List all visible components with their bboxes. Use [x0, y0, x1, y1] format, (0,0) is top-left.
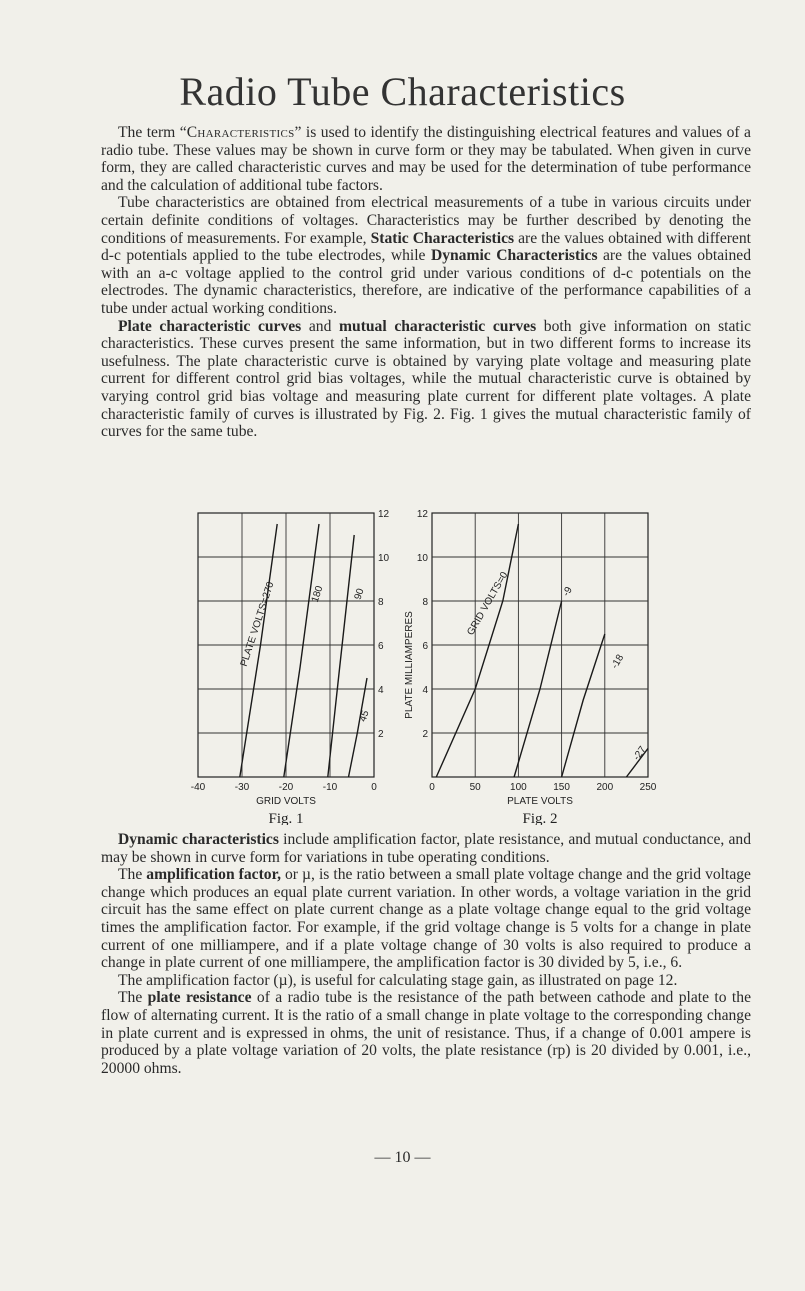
curve-label: 180 [309, 584, 326, 604]
curve-label: PLATE VOLTS=270 [238, 580, 277, 668]
y-tick-label: 10 [416, 553, 428, 564]
y-tick-label: 6 [378, 641, 384, 652]
figures-area [180, 505, 680, 825]
chart-fig-2 [404, 509, 657, 825]
page-title: Radio Tube Characteristics [179, 69, 626, 114]
curve-label: -27 [631, 744, 649, 763]
curve-label: GRID VOLTS=0 [465, 570, 511, 638]
dynamic-text-block [101, 831, 751, 1077]
x-tick-label: 200 [596, 782, 614, 793]
paragraph-stage-gain: The amplification factor (µ), is useful for calculating stage gain, as illustrated on page 12. [118, 971, 678, 989]
y-tick-label: 6 [422, 641, 428, 652]
y-tick-label: 4 [422, 685, 428, 696]
curve-label: 45 [357, 709, 372, 724]
y-tick-label: 2 [378, 729, 384, 740]
y-axis-label: PLATE MILLIAMPERES [404, 611, 415, 719]
y-tick-label: 8 [422, 597, 428, 608]
x-tick-label: -10 [322, 782, 338, 793]
x-tick-label: 150 [553, 782, 570, 793]
x-tick-label: -40 [190, 782, 206, 793]
x-tick-label: -20 [278, 782, 294, 793]
x-tick-label: -30 [234, 782, 250, 793]
curve-line [436, 524, 518, 777]
paragraph-curves: Plate characteristic curves and mutual characteristic curves both give information on static characteristics. These curves present the same information, but in two different forms to increase its usefulness. The plate characteristic curve is obtained by varying plate voltage and measuring plate current for different control grid bias voltages, while the mutual characteristic curve is obtained by varying control grid bias voltage and measuring plate current for different plate voltages. A plate characteristic family of curves is illustrated by Fig. 2. Fig. 1 gives the mutual characteristic family of curves for the same tube. [101, 317, 752, 441]
y-tick-label: 12 [378, 509, 390, 520]
y-tick-label: 10 [378, 553, 390, 564]
intro-text-block [101, 124, 751, 441]
paragraph-plate-resistance: The plate resistance of a radio tube is the resistance of the path between cathode and plate to the flow of alternating current. It is the ratio of a small change in plate voltage to the corresponding change in plate current and is expressed in ohms, the unit of resistance. Thus, if a change of 0.001 ampere is produced by a plate voltage variation of 20 volts, the plate resistance (rp) is 20 divided by 0.001, i.e., 20000 ohms. [101, 989, 751, 1077]
y-tick-label: 4 [378, 685, 384, 696]
x-tick-label: 250 [639, 782, 657, 793]
paragraph-dynamic: Dynamic characteristics include amplification factor, plate resistance, and mutual conductance, and may be shown in curve form for variations in tube operating conditions. [101, 831, 751, 866]
y-tick-label: 2 [422, 729, 428, 740]
paragraph-amplification-factor: The amplification factor, or µ, is the ratio between a small plate voltage change and the grid voltage change which produces an equal plate current variation. In other words, a voltage variation in the grid circuit has the same effect on plate current change as a plate voltage change equal to the grid voltage times the amplification factor. For example, if the grid voltage change is 5 volts for a change in plate current of one milliampere, and if a plate voltage change of 30 volts is also required to produce a change in plate current of one milliampere, the amplification factor is 30 divided by 5, i.e., 6. [101, 866, 751, 972]
characteristic-curves-figures [180, 505, 680, 825]
x-tick-label: 0 [429, 782, 435, 793]
paragraph-characteristics: The term “Characteristics” is used to identify the distinguishing electrical features and values of a radio tube. These values may be shown in curve form or they may be tabulated. When given in curve form, they are called characteristic curves and may be used for the determination of tube performance and the calculation of additional tube factors. [101, 124, 751, 194]
curve-label: -18 [609, 652, 627, 671]
x-tick-label: 0 [371, 782, 377, 793]
x-tick-label: 100 [510, 782, 527, 793]
x-tick-label: 50 [469, 782, 481, 793]
figure-caption: Fig. 2 [522, 811, 558, 825]
y-tick-label: 12 [416, 509, 428, 520]
curve-line [284, 524, 319, 777]
curve-label: -9 [560, 585, 575, 599]
curve-label: 90 [352, 587, 367, 602]
x-axis-label: GRID VOLTS [256, 796, 316, 807]
curve-line [562, 634, 605, 777]
paragraph-static-dynamic: Tube characteristics are obtained from electrical measurements of a tube in various circuits under certain definite conditions of voltages. Characteristics may be further described by denoting the conditions of measurements. For example, Static Characteristics are the values obtained with different d-c potentials applied to the tube electrodes, while Dynamic Characteristics are the values obtained with an a-c voltage applied to the control grid under various conditions of d-c potentials on the electrodes. The dynamic characteristics, therefore, are indicative of the performance capabilities of a tube under actual working conditions. [101, 194, 751, 317]
y-tick-label: 8 [378, 597, 384, 608]
curve-line [328, 535, 354, 777]
page-number: — 10 — [374, 1149, 431, 1166]
chart-fig-1 [191, 509, 390, 825]
figure-caption: Fig. 1 [268, 811, 304, 825]
curve-line [349, 678, 368, 777]
x-axis-label: PLATE VOLTS [507, 796, 573, 807]
